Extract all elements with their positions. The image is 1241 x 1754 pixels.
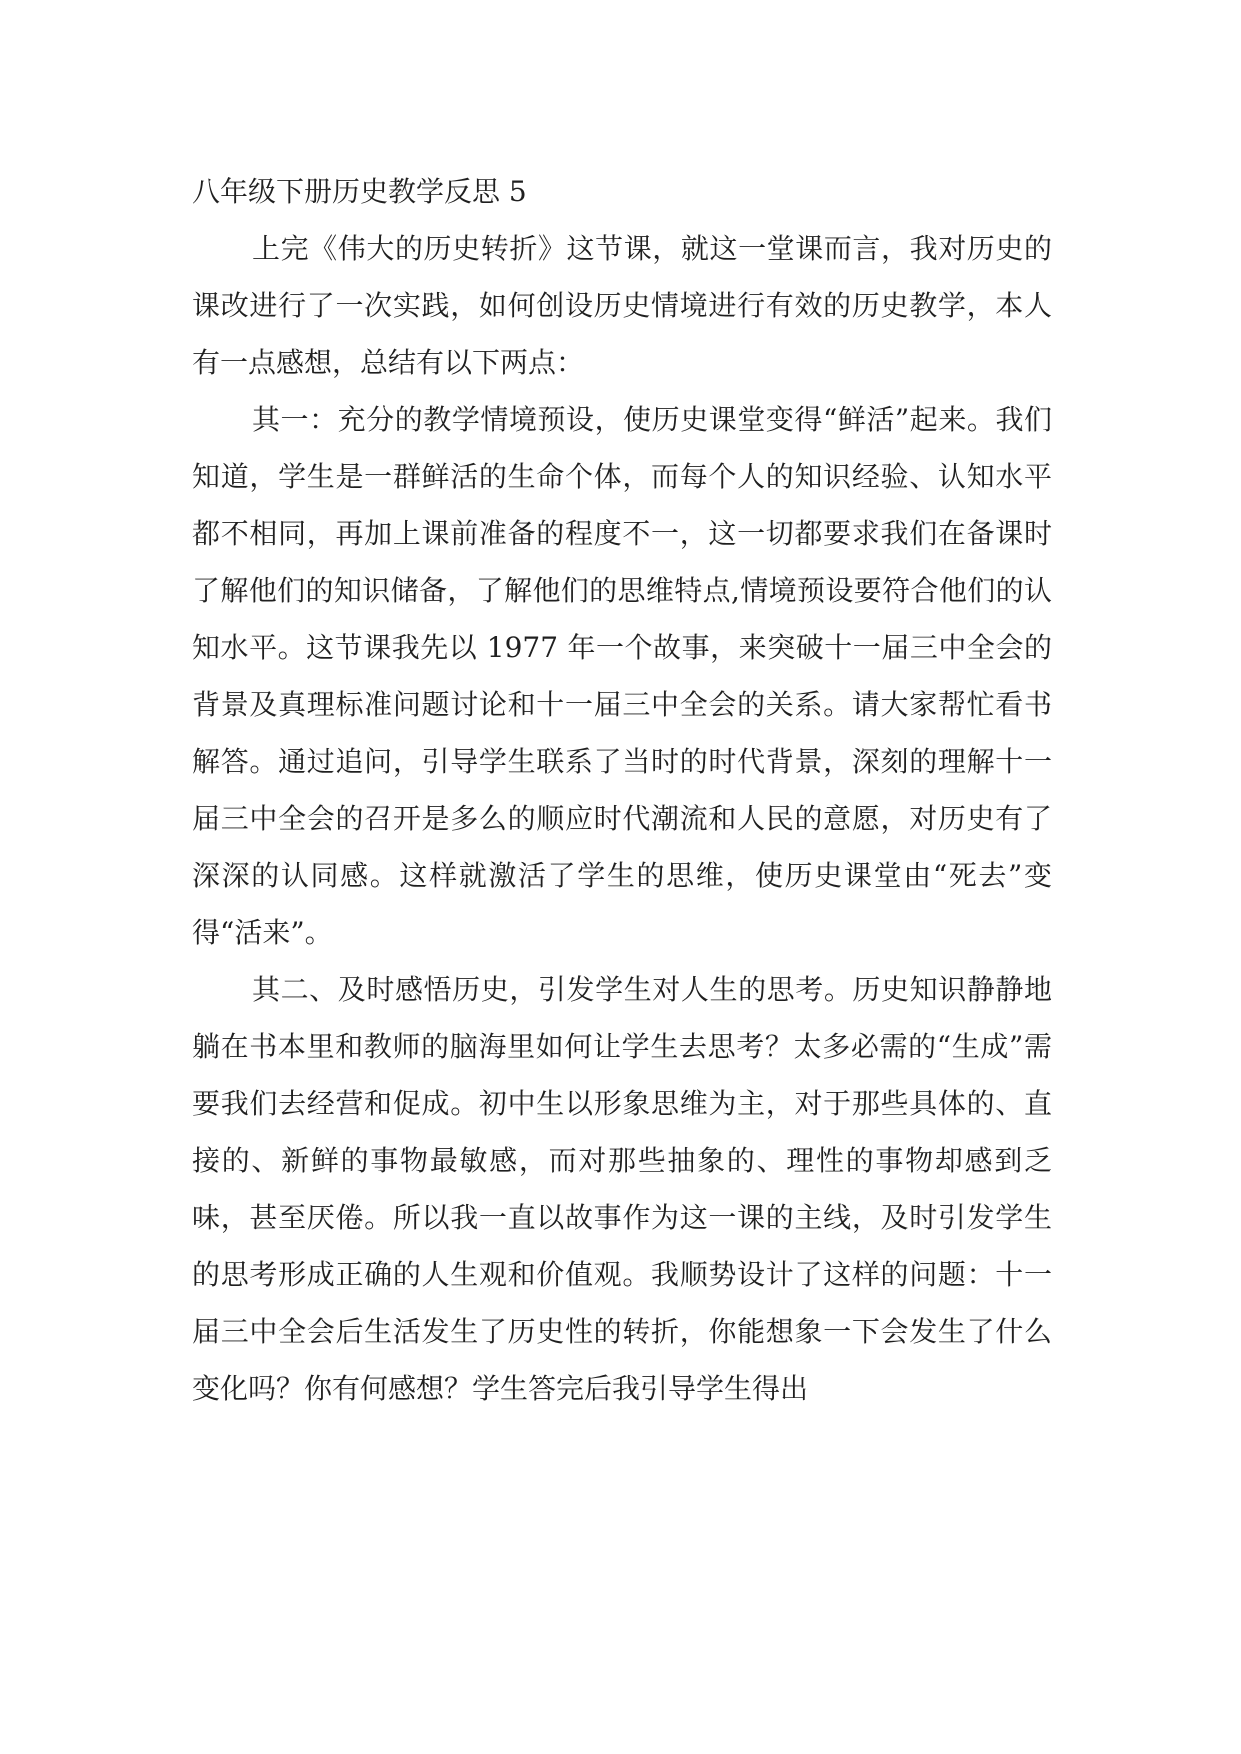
document-body	[192, 163, 1052, 1417]
paragraph-intro: 上完《伟大的历史转折》这节课，就这一堂课而言，我对历史的课改进行了一次实践，如何创设历史情境进行有效的历史教学，本人有一点感想，总结有以下两点：	[192, 232, 1052, 379]
paragraph-point-one: 其一：充分的教学情境预设，使历史课堂变得“鲜活”起来。我们知道，学生是一群鲜活的生命个体，而每个人的知识经验、认知水平都不相同，再加上课前准备的程度不一，这一切都要求我们在备课时了解他们的知识储备，了解他们的思维特点,情境预设要符合他们的认知水平。这节课我先以 1977 年一个故事，来突破十一届三中全会的背景及真理标准问题讨论和十一届三中全会的关系。请大家帮忙看书解答。通过追问，引导学生联系了当时的时代背景，深刻的理解十一届三中全会的召开是多么的顺应时代潮流和人民的意愿，对历史有了深深的认同感。这样就激活了学生的思维，使历史课堂由“死去”变得“活来”。	[192, 403, 1052, 949]
document-title: 八年级下册历史教学反思 5	[192, 175, 527, 208]
paragraph-point-two: 其二、及时感悟历史，引发学生对人生的思考。历史知识静静地躺在书本里和教师的脑海里如何让学生去思考？太多必需的“生成”需要我们去经营和促成。初中生以形象思维为主，对于那些具体的、直接的、新鲜的事物最敏感，而对那些抽象的、理性的事物却感到乏味，甚至厌倦。所以我一直以故事作为这一课的主线，及时引发学生的思考形成正确的人生观和价值观。我顺势设计了这样的问题：十一届三中全会后生活发生了历史性的转折，你能想象一下会发生了什么变化吗？你有何感想？学生答完后我引导学生得出	[192, 973, 1052, 1405]
